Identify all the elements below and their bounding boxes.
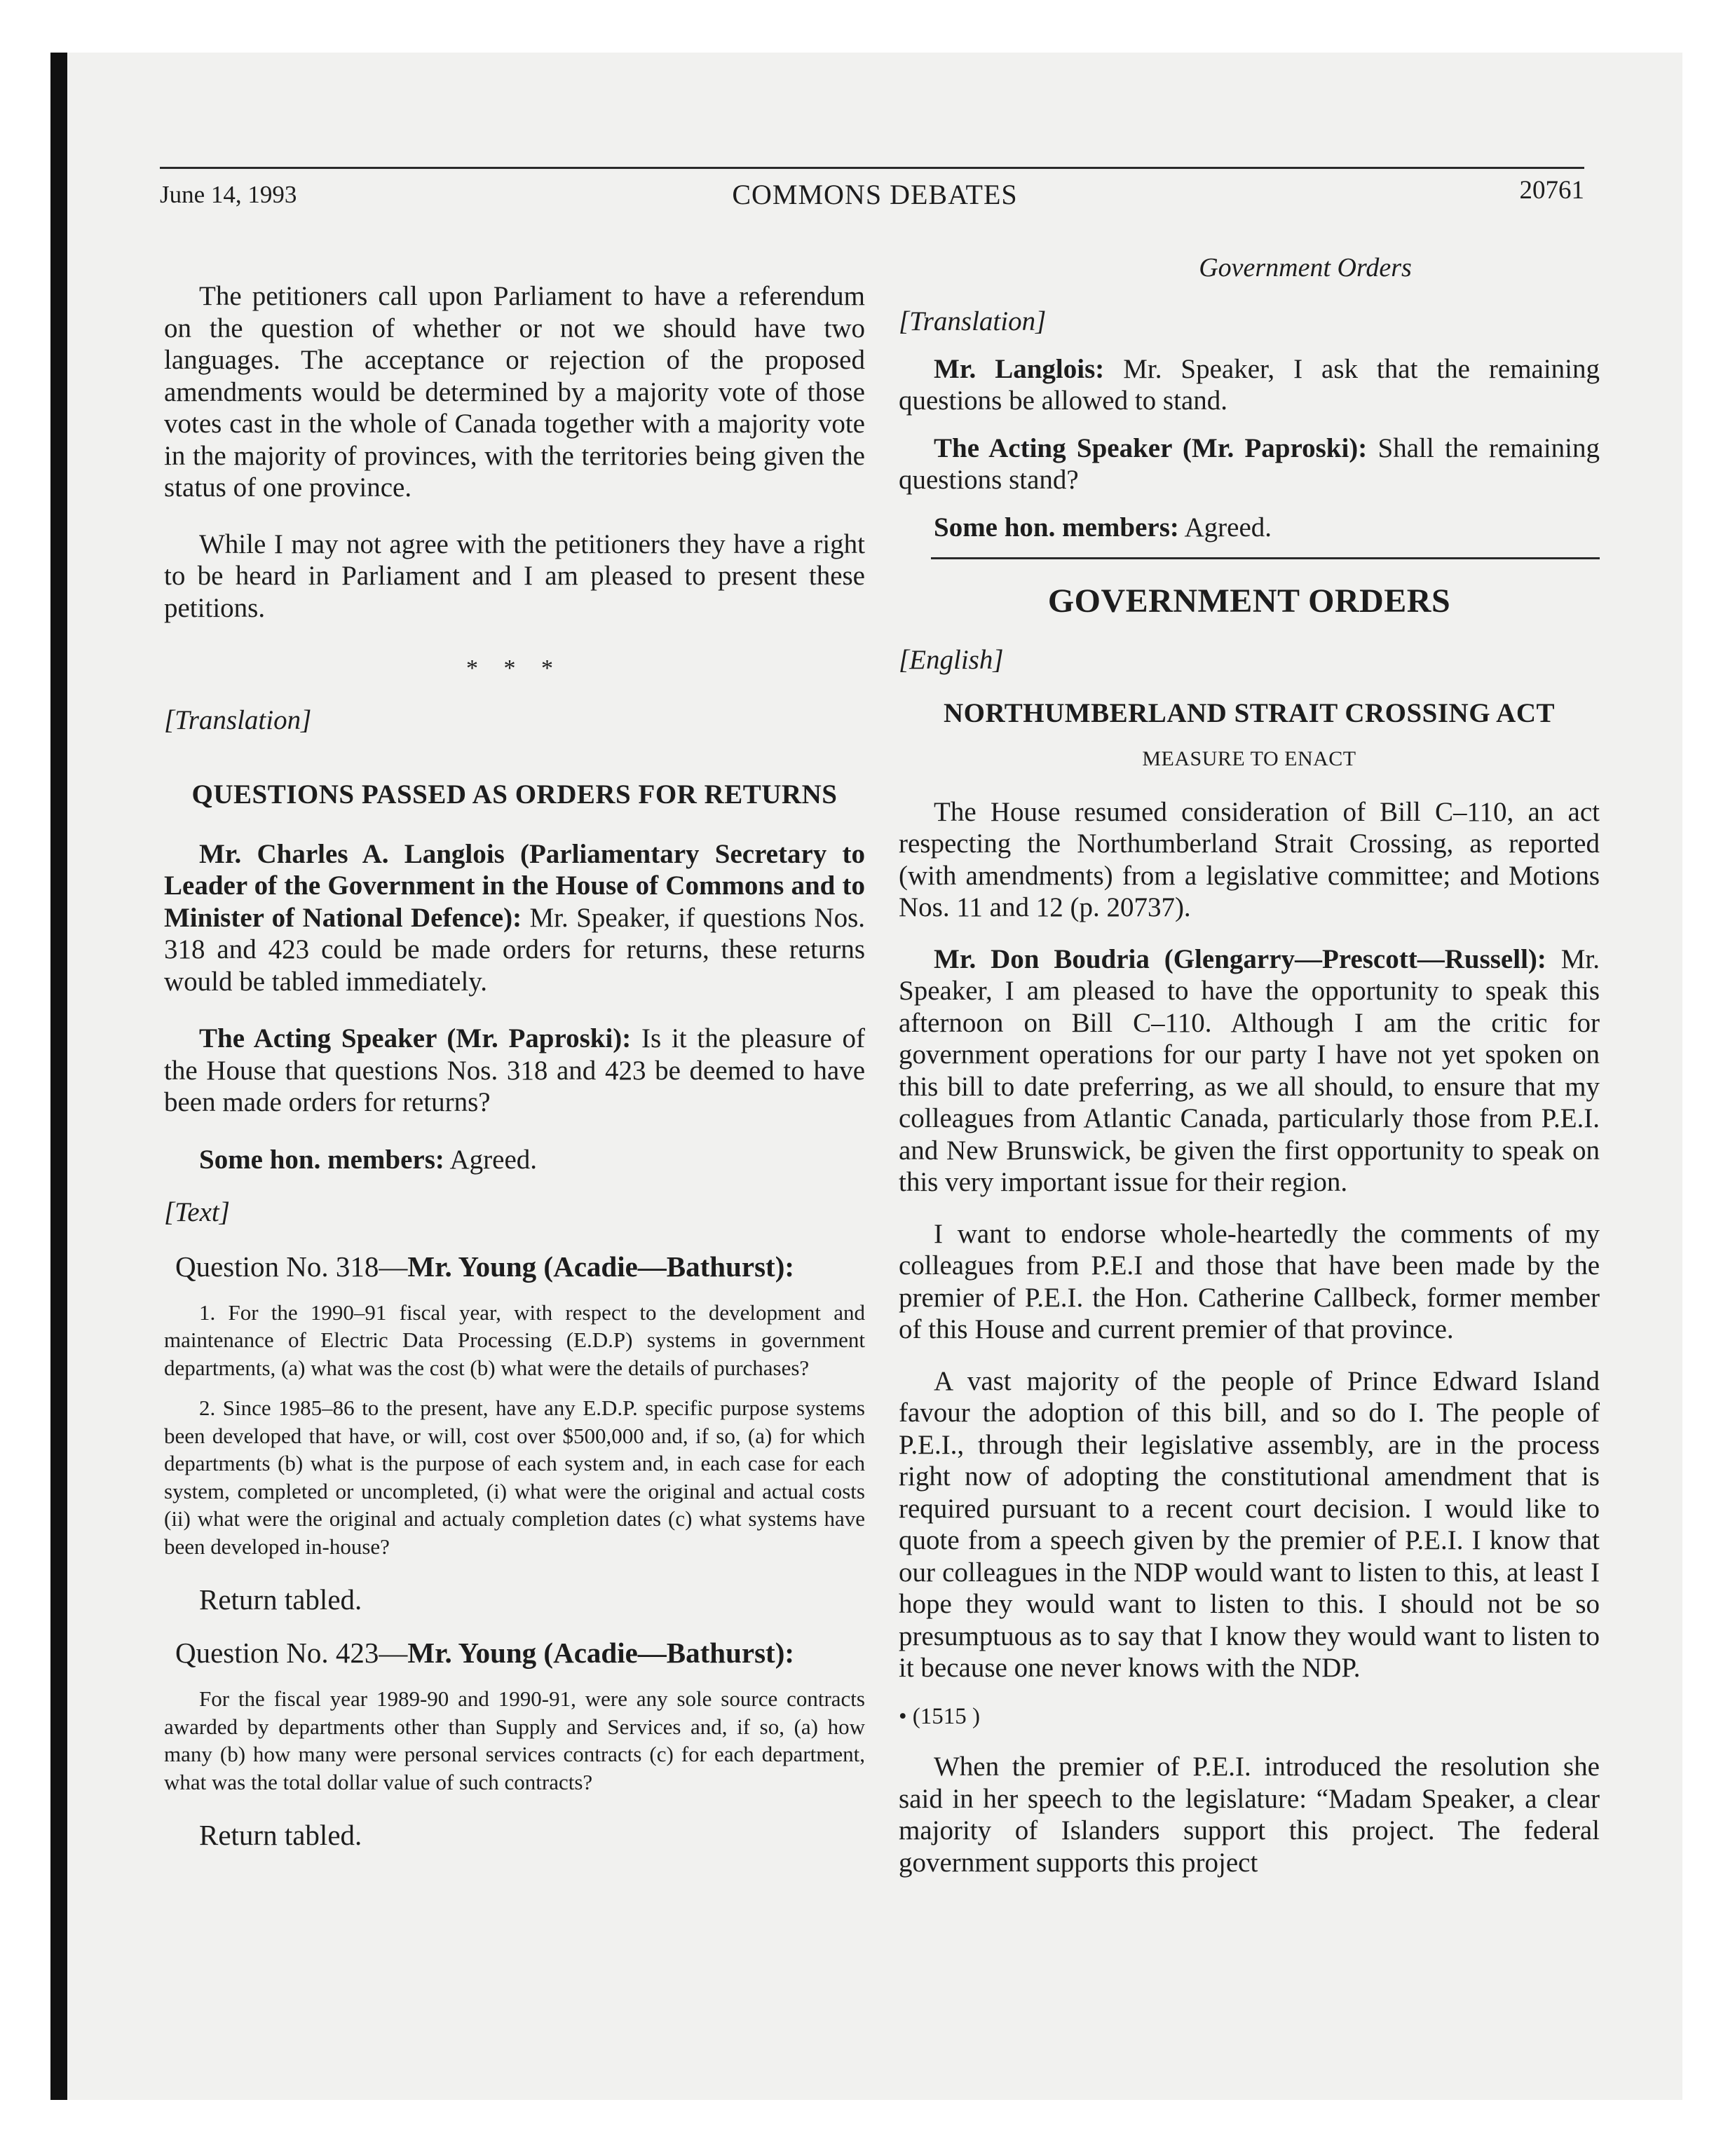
speech-text: Is it the pleasure of the House that questions Nos. 318 and 423 be deemed to have been made orders for returns? — [164, 1023, 866, 1117]
speech-paragraph: I want to endorse whole-heartedly the comments of my colleagues from P.E.I and those that have been made by the premier of P.E.I. the Hon. Catherine Callbeck, former member of this House and current premier of that province. — [899, 1218, 1600, 1344]
return-tabled: Return tabled. — [199, 1819, 362, 1851]
question-member: Mr. Young (Acadie—Bathurst): — [407, 1637, 795, 1669]
left-column — [164, 252, 865, 1852]
running-head — [67, 175, 1682, 224]
proceedings-paragraph: The House resumed consideration of Bill C–110, an act respecting the Northumberland Strait Crossing, as reported (with amendments) from a legislative committee; and Motions Nos. 11 and 12 (p. 20737). — [899, 796, 1600, 922]
speech-text: Mr. Speaker, if questions Nos. 318 and 423 could be made orders for returns, these returns would be tabled immediately. — [164, 902, 865, 997]
scan-edge-shadow — [50, 53, 67, 2100]
speaker-name: The Acting Speaker (Mr. Paproski): — [934, 432, 1368, 463]
header-date: June 14, 1993 — [160, 181, 297, 208]
petition-paragraph: While I may not agree with the petitioners they have a right to be heard in Parliament and I am pleased to present these petitions. — [164, 528, 865, 623]
petition-paragraph: The petitioners call upon Parliament to have a referendum on the question of whether or not we should have two languages. The acceptance or rejection of the proposed amendments would be determined by a majority vote of those votes cast in the whole of Canada together with a majority vote in the majority of provinces, with the territories being given the status of one province. — [164, 281, 865, 503]
speaker-name: Some hon. members: — [934, 512, 1179, 543]
question-heading — [164, 1636, 865, 1670]
speaker-name: Mr. Langlois: — [934, 353, 1105, 384]
speaker-name: Some hon. members: — [199, 1144, 444, 1175]
measure-subheading: MEASURE TO ENACT — [1142, 746, 1356, 770]
speech-paragraph — [899, 943, 1600, 1199]
running-section-head: Government Orders — [1199, 253, 1412, 282]
section-heading: GOVERNMENT ORDERS — [1047, 582, 1451, 620]
speaker-name: Mr. Don Boudria (Glengarry—Prescott—Russell): — [934, 943, 1546, 974]
section-heading: QUESTIONS PASSED AS ORDERS FOR RETURNS — [191, 779, 838, 810]
translation-tag: [Translation] — [899, 306, 1047, 336]
speech-text: Mr. Speaker, I am pleased to have the opportunity to speak this afternoon on Bill C–110. Although I am the critic for government operations for our party I have not yet spoken on this bill to date preferring, as we all should, to ensure that my colleagues from Atlantic Canada, particularly those from P.E.I. and New Brunswick, be given the first opportunity to speak on this very important issue for their region. — [899, 943, 1600, 1197]
question-item: 2. Since 1985–86 to the present, have any E.D.P. specific purpose systems been developed that have, or will, cost over $500,000 and, if so, (a) for which departments (b) what is the purpose of each system and, in each case for each system, completed or uncompleted, (i) what were the original and actual costs (ii) what were the original and actualy completion dates (c) what systems have been developed in-house? — [164, 1396, 865, 1559]
english-tag: [English] — [899, 645, 1004, 675]
right-column — [899, 252, 1600, 1878]
translation-tag: [Translation] — [164, 705, 312, 735]
speech-paragraph — [164, 1023, 865, 1119]
speech-paragraph — [164, 838, 865, 998]
question-label: Question No. 423— — [175, 1637, 408, 1669]
question-member: Mr. Young (Acadie—Bathurst): — [407, 1250, 795, 1283]
speech-paragraph — [899, 432, 1600, 496]
question-item: For the fiscal year 1989-90 and 1990-91, were any sole source contracts awarded by departments other than Supply and Services and, if so, (a) how many (b) how many were personal services contracts (c) for each department, what was the total dollar value of such contracts? — [164, 1686, 865, 1794]
document-page — [67, 53, 1682, 2100]
question-heading — [164, 1250, 865, 1283]
speech-paragraph — [899, 353, 1600, 417]
page-number: 20761 — [1519, 176, 1584, 205]
speech-paragraph: When the premier of P.E.I. introduced the resolution she said in her speech to the legislature: “Madam Speaker, a clear majority of Islanders support this project. The federal government supports this project — [899, 1752, 1600, 1878]
speech-paragraph — [164, 1144, 865, 1176]
speech-text: Agreed. — [1184, 512, 1272, 543]
question-label: Question No. 318— — [175, 1250, 408, 1283]
speech-text: Agreed. — [449, 1144, 538, 1175]
question-item: 1. For the 1990–91 fiscal year, with respect to the development and maintenance of Electric Data Processing (E.D.P) systems in government departments, (a) what was the cost (b) what were the details of purchases? — [164, 1299, 865, 1380]
text-tag: [Text] — [164, 1197, 230, 1227]
header-title: COMMONS DEBATES — [732, 179, 1018, 210]
return-tabled: Return tabled. — [199, 1583, 362, 1616]
speaker-name: Mr. Charles A. Langlois (Parliamentary Secretary to Leader of the Government in the House of Commons and to Minister of National Defence): — [164, 838, 865, 933]
speech-paragraph: A vast majority of the people of Prince Edward Island favour the adoption of this bill, and so do I. The people of P.E.I., through their legislative assembly, are in the process right now of adopting the constitutional amendment that is required pursuant to a recent court decision. I would like to quote from a speech given by the premier of P.E.I. I know that our colleagues in the NDP would want to listen to this, at least I hope they would want to listen to this. I should not be so presumptuous as to say that I know they would want to listen to it because one never knows with the NDP. — [899, 1365, 1600, 1683]
speech-text: Shall the remaining questions stand? — [899, 432, 1600, 495]
speaker-name: The Acting Speaker (Mr. Paproski): — [199, 1023, 632, 1053]
section-separator: * * * — [466, 655, 563, 681]
act-heading: NORTHUMBERLAND STRAIT CROSSING ACT — [944, 697, 1555, 728]
header-rule — [160, 167, 1584, 169]
speech-text: Mr. Speaker, I ask that the remaining questions be allowed to stand. — [899, 353, 1600, 416]
time-marker: • (1515 ) — [899, 1703, 981, 1729]
speech-paragraph — [899, 512, 1600, 544]
